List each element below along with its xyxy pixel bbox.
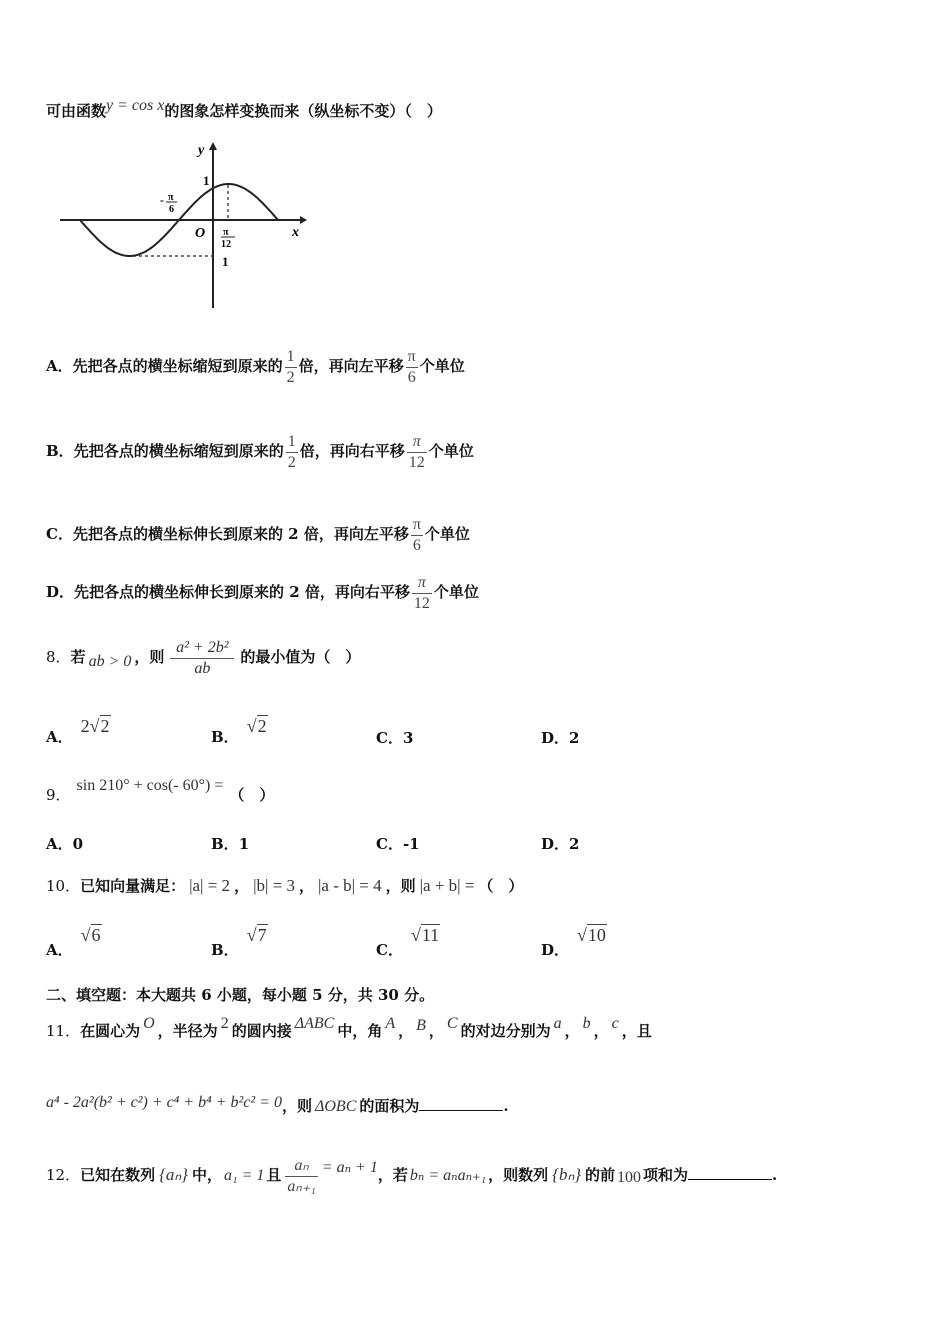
graph-y-tick-bottom: 1 bbox=[222, 254, 229, 269]
q11-stem-line1: 11．在圆心为 O ，半径为 2 的圆内接 ΔABC 中，角 A ， B ， C 的对边分别为 a ， b ， c ，且 bbox=[46, 1015, 652, 1040]
graph-y-tick-top: 1 bbox=[203, 173, 210, 188]
q7-stem bbox=[46, 97, 442, 122]
q9-option-a[interactable]: A．0 bbox=[46, 835, 84, 853]
q8-option-c[interactable]: C．3 bbox=[376, 729, 414, 747]
q9-stem: 9．sin 210° + cos(- 60°) =（ ） bbox=[46, 777, 275, 804]
q7-option-b[interactable]: B．先把各点的横坐标缩短到原来的 $\frac{1}{2}$ 倍，再向右平移 $\frac{\pi}{12}$ 个单位 bbox=[46, 432, 474, 471]
q10-option-a[interactable]: A．√6 bbox=[46, 925, 101, 959]
q7-stem-func: y = cos x bbox=[106, 97, 165, 114]
section-2-title: 二、填空题：本大题共 6 小题，每小题 5 分，共 30 分。 bbox=[46, 986, 435, 1004]
graph-x-tick-right-den: 12 bbox=[221, 239, 231, 250]
q8-stem: 8．若 ab > 0 ，则 $\frac{\text{a² + 2b²}}{ab}$ 的最小值为（ ） bbox=[46, 638, 361, 677]
q9-option-b[interactable]: B．1 bbox=[211, 835, 250, 853]
q8-option-d[interactable]: D．2 bbox=[541, 729, 580, 747]
graph-x-tick-left-sign: - bbox=[160, 193, 164, 207]
q10-option-d[interactable]: D．√10 bbox=[541, 925, 606, 959]
q11-answer-blank[interactable] bbox=[419, 1096, 503, 1111]
q8-option-b[interactable]: B．√2 bbox=[211, 716, 267, 746]
q9-option-c[interactable]: C．-1 bbox=[376, 835, 420, 853]
q12-stem: 12．已知在数列 {aₙ} 中， a₁ = 1 且 $\frac{\text{aₙ}}{\text{aₙ₊₁}}$ = aₙ + 1，若 bₙ = aₙaₙ₊₁ ，则数列 {bₙ} 的前 100 项和为 . bbox=[46, 1156, 778, 1195]
q7-stem-pre: 可由函数 bbox=[46, 102, 107, 120]
graph-x-tick-left-num: π bbox=[168, 192, 174, 203]
graph-x-tick-right-num: π bbox=[223, 227, 229, 238]
q10-option-c[interactable]: C．√11 bbox=[376, 925, 440, 959]
q10-option-b[interactable]: B．√7 bbox=[211, 925, 267, 959]
q8-option-a[interactable]: A．2√2 bbox=[46, 716, 110, 746]
q7-cosine-graph bbox=[55, 138, 310, 313]
q7-option-a[interactable]: A．先把各点的横坐标缩短到原来的 $\frac{1}{2}$ 倍，再向左平移 $\frac{\pi}{6}$ 个单位 bbox=[46, 347, 465, 386]
q7-option-d[interactable]: D．先把各点的横坐标伸长到原来的 2 倍，再向右平移 $\frac{\pi}{12}$ 个单位 bbox=[46, 573, 479, 612]
graph-x-tick-left-den: 6 bbox=[169, 204, 174, 215]
graph-origin-label: O bbox=[195, 226, 206, 241]
q12-answer-blank[interactable] bbox=[688, 1165, 772, 1180]
q11-stem-line2: a⁴ - 2a²(b² + c²) + c⁴ + b⁴ + b²c² = 0，则 ΔOBC 的面积为 . bbox=[46, 1094, 509, 1115]
q7-option-c[interactable]: C．先把各点的横坐标伸长到原来的 2 倍，再向左平移 $\frac{\pi}{6}$ 个单位 bbox=[46, 515, 470, 554]
graph-y-label: y bbox=[198, 143, 205, 158]
q7-stem-post: 的图象怎样变换而来（纵坐标不变）（ ） bbox=[164, 102, 442, 120]
q10-stem: 10．已知向量满足： |a| = 2 ， |b| = 3 ， |a - b| = 4 ，则 |a + b| = （ ） bbox=[46, 876, 524, 895]
q9-option-d[interactable]: D．2 bbox=[541, 835, 580, 853]
graph-x-label: x bbox=[292, 225, 299, 240]
